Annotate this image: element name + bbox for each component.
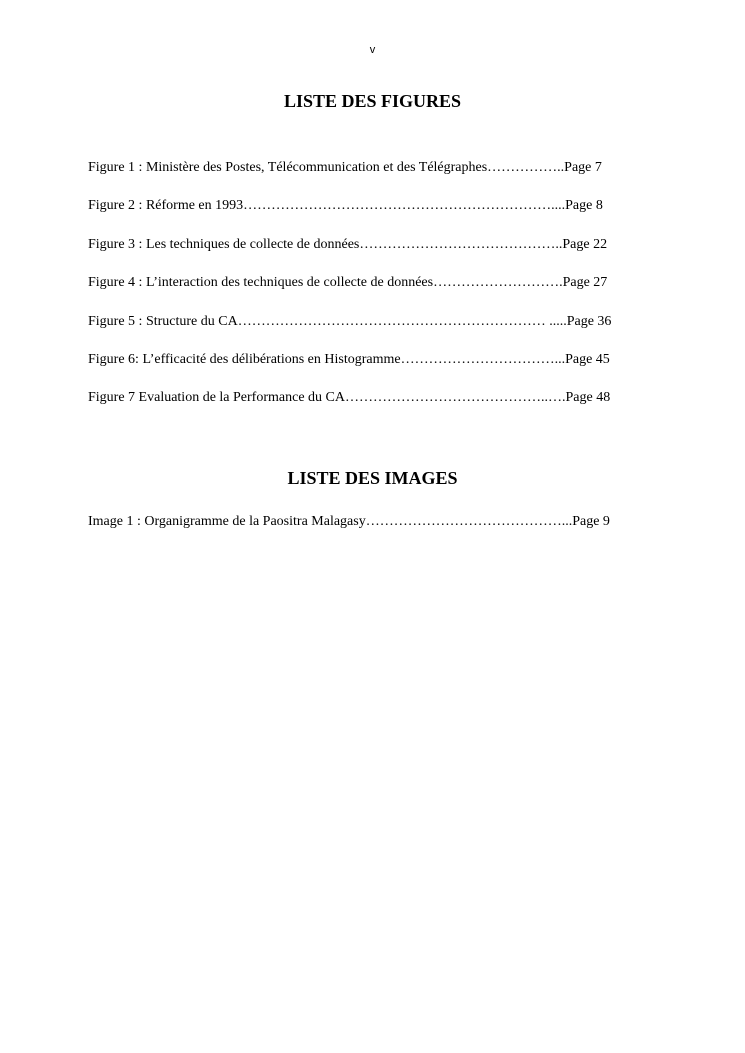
figure-entry: Figure 3 : Les techniques de collecte de données……………………………………..Page 22 — [88, 237, 608, 252]
figure-entry: Figure 1 : Ministère des Postes, Télécommunication et des Télégraphes……………..Page 7 — [88, 160, 602, 175]
figures-section-title: LISTE DES FIGURES — [283, 91, 462, 111]
figure-entry: Figure 5 : Structure du CA………………………………………………………… .....Page 36 — [88, 314, 612, 329]
page-number: v — [369, 44, 376, 56]
image-entry: Image 1 : Organigramme de la Paositra Malagasy……………………………………...Page 9 — [88, 514, 610, 529]
figure-entry: Figure 6: L’efficacité des délibérations en Histogramme……………………………...Page 45 — [88, 352, 610, 367]
figure-entry: Figure 2 : Réforme en 1993…………………………………………………………....Page 8 — [88, 198, 603, 213]
figure-entry: Figure 7 Evaluation de la Performance du CA……………………………………..….Page 48 — [88, 390, 611, 405]
images-section-title: LISTE DES IMAGES — [287, 468, 458, 488]
figure-entry: Figure 4 : L’interaction des techniques de collecte de données……………………….Page 27 — [88, 275, 608, 290]
